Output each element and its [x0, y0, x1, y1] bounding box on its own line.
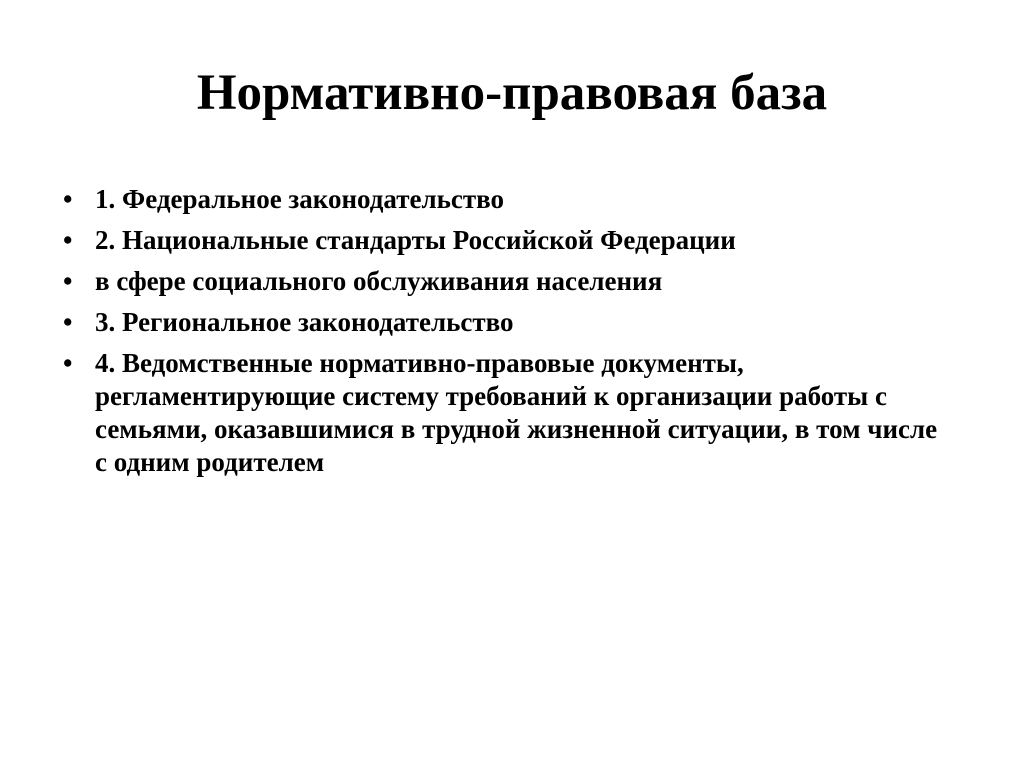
bullet-dot-icon: • — [63, 224, 73, 255]
bullet-list — [63, 183, 943, 479]
bullet-item — [63, 183, 943, 216]
slide-title: Нормативно-правовая база — [196, 65, 828, 121]
bullet-text: 2. Национальные стандарты Российской Федерации — [95, 224, 736, 255]
bullet-dot-icon: • — [63, 347, 73, 378]
bullet-dot-icon: • — [63, 306, 73, 337]
bullet-item — [63, 306, 943, 339]
bullet-text: 3. Региональное законодательство — [95, 306, 514, 337]
bullet-dot-icon: • — [63, 265, 73, 296]
bullet-item — [63, 347, 943, 479]
bullet-dot-icon: • — [63, 183, 73, 214]
bullet-item — [63, 265, 943, 298]
bullet-item — [63, 224, 943, 257]
bullet-text: 4. Ведомственные нормативно-правовые документы, регламентирующие систему требований к организации работы с семьями, оказавшимися в трудной жизненной ситуации, в том числе с одним родителем — [95, 347, 938, 477]
bullet-text: 1. Федеральное законодательство — [95, 183, 505, 214]
bullet-text: в сфере социального обслуживания населения — [95, 265, 663, 296]
